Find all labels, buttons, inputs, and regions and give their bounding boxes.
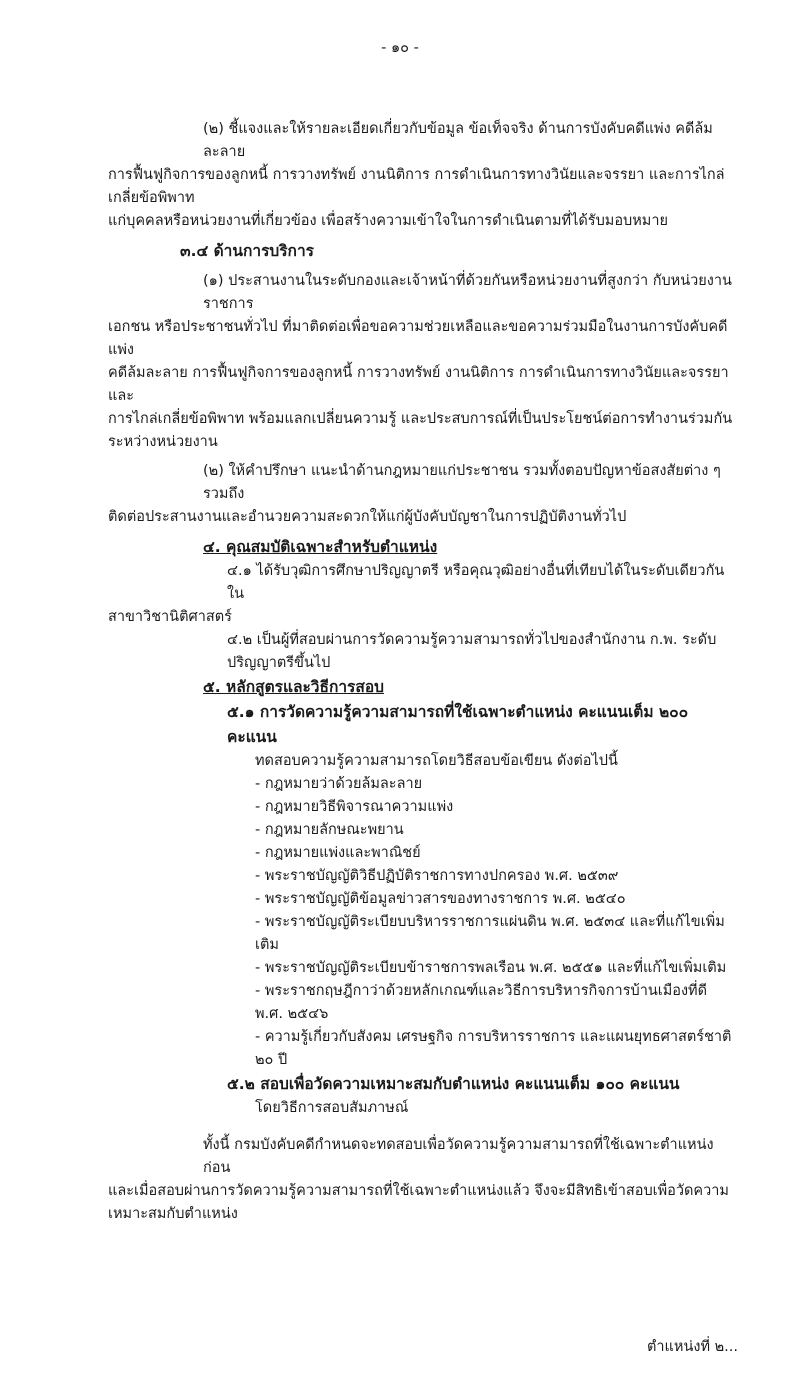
closing-line: และเมื่อสอบผ่านการวัดความรู้ความสามารถที่ใช้เฉพาะตำแหน่งแล้ว จึงจะมีสิทธิเข้าสอบเพื่อวัดความ <box>108 1183 729 1199</box>
paragraph-line: ระหว่างหน่วยงาน <box>108 434 218 450</box>
section-heading-4: ๔. คุณสมบัติเฉพาะสำหรับตำแหน่ง <box>203 538 438 556</box>
paragraph-line: เอกชน หรือประชาชนทั่วไป ที่มาติดต่อเพื่อขอความช่วยเหลือและขอความร่วมมือในงานการบังคับคดีแพ่ง <box>108 319 728 358</box>
list-item: - กฎหมายลักษณะพยาน <box>255 822 404 838</box>
list-item: - พระราชบัญญัติระเบียบบริหารราชการแผ่นดิน พ.ศ. ๒๕๓๔ และที่แก้ไขเพิ่มเติม <box>255 914 725 953</box>
list-item: - กฎหมายว่าด้วยล้มละลาย <box>255 776 423 792</box>
closing-line: ทั้งนี้ กรมบังคับคดีกำหนดจะทดสอบเพื่อวัดความรู้ความสามารถที่ใช้เฉพาะตำแหน่งก่อน <box>203 1137 714 1176</box>
paragraph-line: (๒) ให้คำปรึกษา แนะนำด้านกฎหมายแก่ประชาชน รวมทั้งตอบปัญหาข้อสงสัยต่าง ๆ รวมถึง <box>203 463 721 502</box>
subsection-heading-5-1: ๕.๑ การวัดความรู้ความสามารถที่ใช้เฉพาะตำแหน่ง คะแนนเต็ม ๒๐๐ คะแนน <box>227 703 689 746</box>
paragraph-line: ๔.๒ เป็นผู้ที่สอบผ่านการวัดความรู้ความสามารถทั่วไปของสำนักงาน ก.พ. ระดับปริญญาตรีขึ้นไป <box>227 632 717 671</box>
continuation-note: ตำแหน่งที่ ๒... <box>646 1339 738 1355</box>
paragraph-line: ๔.๑ ได้รับวุฒิการศึกษาปริญญาตรี หรือคุณวุฒิอย่างอื่นที่เทียบได้ในระดับเดียวกันใน <box>227 563 725 602</box>
paragraph-line: (๒) ชี้แจงและให้รายละเอียดเกี่ยวกับข้อมูล ข้อเท็จจริง ด้านการบังคับคดีแพ่ง คดีล้มละลาย <box>203 121 713 160</box>
paragraph-line: สาขาวิชานิติศาสตร์ <box>108 609 232 625</box>
paragraph-line: โดยวิธีการสอบสัมภาษณ์ <box>255 1100 409 1116</box>
list-item: - พระราชบัญญัติระเบียบข้าราชการพลเรือน พ.ศ. ๒๕๕๑ และที่แก้ไขเพิ่มเติม <box>255 960 727 976</box>
list-item: - กฎหมายแพ่งและพาณิชย์ <box>255 845 421 861</box>
section-heading-5: ๕. หลักสูตรและวิธีการสอบ <box>203 678 384 696</box>
closing-line: เหมาะสมกับตำแหน่ง <box>108 1206 238 1222</box>
list-item: - พระราชบัญญัติวิธีปฏิบัติราชการทางปกครอง พ.ศ. ๒๕๓๙ <box>255 868 619 884</box>
paragraph-line: การไกล่เกลี่ยข้อพิพาท พร้อมแลกเปลี่ยนความรู้ และประสบการณ์ที่เป็นประโยชน์ต่อการทำงานร่วมกัน <box>108 411 733 427</box>
paragraph-line: คดีล้มละลาย การฟื้นฟูกิจการของลูกหนี้ การวางทรัพย์ งานนิติการ การดำเนินการทางวินัยและจรรยา และ <box>108 365 729 404</box>
list-item: - พระราชบัญญัติข้อมูลข่าวสารของทางราชการ พ.ศ. ๒๕๔๐ <box>255 891 626 907</box>
paragraph-line: ติดต่อประสานงานและอำนวยความสะดวกให้แก่ผู้บังคับบัญชาในการปฏิบัติงานทั่วไป <box>108 509 627 525</box>
page-number: - ๑๐ - <box>381 40 419 56</box>
list-item: - ความรู้เกี่ยวกับสังคม เศรษฐกิจ การบริหารราชการ และแผนยุทธศาสตร์ชาติ ๒๐ ปี <box>255 1029 732 1068</box>
list-item: - พระราชกฤษฎีกาว่าด้วยหลักเกณฑ์และวิธีการบริหารกิจการบ้านเมืองที่ดี พ.ศ. ๒๕๔๖ <box>255 983 708 1022</box>
list-item: - กฎหมายวิธีพิจารณาความแพ่ง <box>255 799 454 815</box>
paragraph-line: (๑) ประสานงานในระดับกองและเจ้าหน้าที่ด้วยกันหรือหน่วยงานที่สูงกว่า กับหน่วยงานราชการ <box>203 273 732 312</box>
section-heading-3-4: ๓.๔ ด้านการบริการ <box>180 242 314 260</box>
paragraph-line: ทดสอบความรู้ความสามารถโดยวิธีสอบข้อเขียน ดังต่อไปนี้ <box>255 753 618 769</box>
paragraph-line: แก่บุคคลหรือหน่วยงานที่เกี่ยวข้อง เพื่อสร้างความเข้าใจในการดำเนินตามที่ได้รับมอบหมาย <box>108 213 669 229</box>
paragraph-line: การฟื้นฟูกิจการของลูกหนี้ การวางทรัพย์ งานนิติการ การดำเนินการทางวินัยและจรรยา และการไกล่เกลี่ยข้อพิพาท <box>108 167 725 206</box>
subsection-heading-5-2: ๕.๒ สอบเพื่อวัดความเหมาะสมกับตำแหน่ง คะแนนเต็ม ๑๐๐ คะแนน <box>227 1075 680 1093</box>
